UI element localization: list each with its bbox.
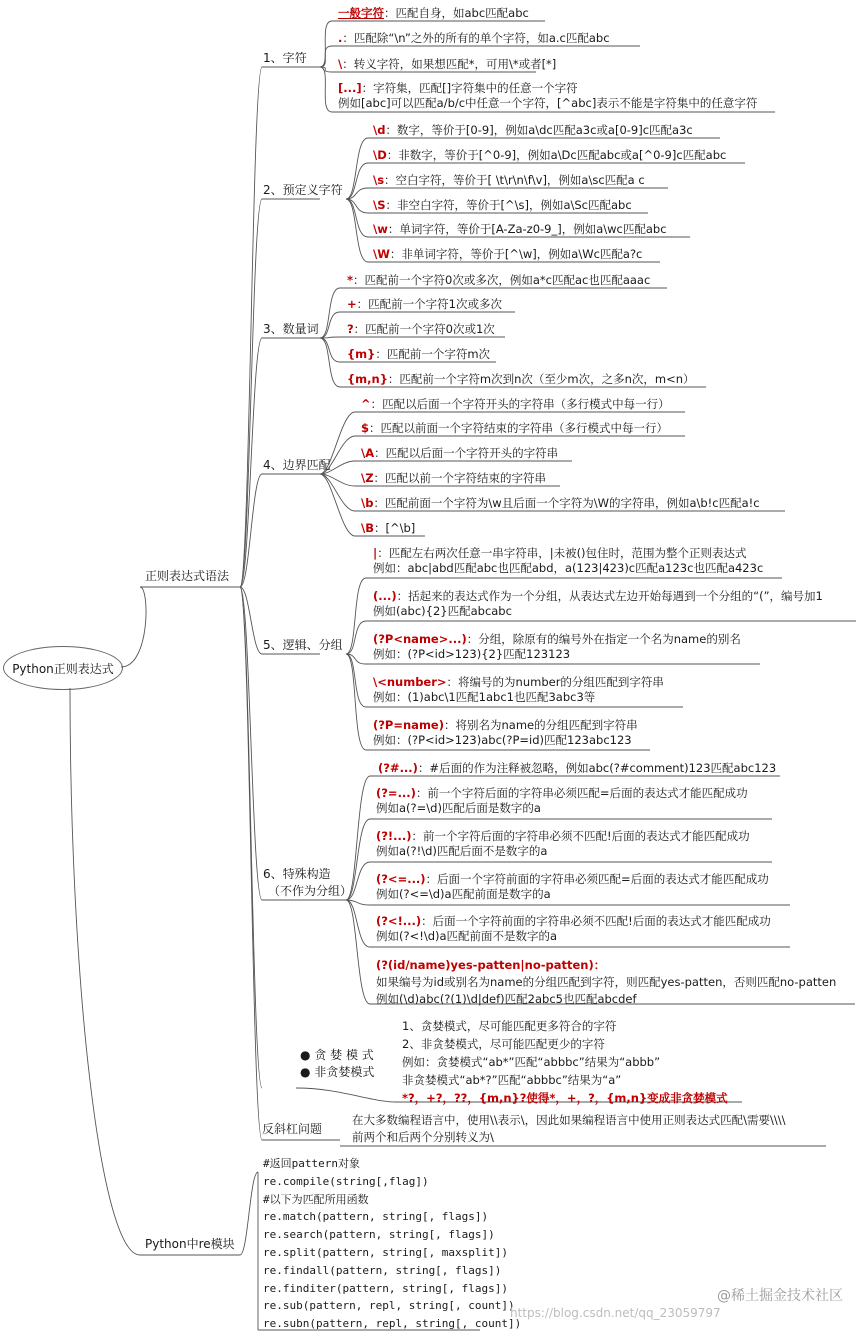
leaf-d: \d：数字，等价于[0-9]，例如a\dc匹配a3c或a[0-9]c匹配a3c	[373, 123, 693, 137]
leaf-m-n: {m,n}：匹配前一个字符m次到n次（至少m次，之多n次，m<n）	[347, 372, 695, 386]
leaf-pipe: |：匹配左右两次任意一串字符串，|未被()包住时，范围为整个正则表达式 例如：abc|abd匹配abc也匹配abd，a(123|423)c匹配a123c也匹配a423c	[373, 546, 764, 575]
leaf-charset: [...]：字符集，匹配[]字符集中的任意一个字符 例如[abc]可以匹配a/b/c中任意一个字符，[^abc]表示不能是字符集中的任意字符	[338, 81, 758, 110]
leaf-Z: \Z：匹配以前一个字符结束的字符串	[361, 471, 547, 485]
leaf-star: *：匹配前一个字符0次或多次，例如a*c匹配ac也匹配aaac	[347, 273, 651, 287]
code-line: #返回pattern对象	[263, 1157, 360, 1170]
code-line: re.split(pattern, string[, maxsplit])	[263, 1245, 509, 1259]
group-backslash: 反斜杠问题	[262, 1122, 323, 1136]
leaf-B: \B：[^\b]	[361, 521, 416, 535]
group-special-note: （不作为分组）	[268, 884, 353, 898]
leaf-D: \D：非数字，等价于[^0-9]，例如a\Dc匹配abc或a[^0-9]c匹配abc	[373, 148, 727, 162]
leaf-question: ?：匹配前一个字符0次或1次	[347, 322, 495, 336]
leaf-s: \s：空白字符，等价于[ \t\r\n\f\v]，例如a\sc匹配a c	[373, 173, 645, 187]
leaf-A: \A：匹配以后面一个字符开头的字符串	[361, 446, 559, 460]
leaf-backslash-note: 在大多数编程语言中，使用\\表示\，因此如果编程语言中使用正则表达式匹配\需要\\\\ 前两个和后两个分别转义为\	[352, 1113, 786, 1144]
root-node: Python正则表达式	[3, 646, 123, 690]
leaf-neg-lookahead: (?!...)：前一个字符后面的字符串必须不匹配!后面的表达式才能匹配成功 例如a(?!\d)匹配后面不是数字的a	[376, 829, 750, 858]
leaf-backref-name: (?P=name)：将别名为name的分组匹配到字符串 例如：(?P<id>123)abc(?P=id)匹配123abc123	[373, 718, 638, 747]
leaf-plus: +：匹配前一个字符1次或多次	[347, 297, 502, 311]
branch-regex-syntax: 正则表达式语法	[145, 569, 230, 583]
watermark-url: https://blog.csdn.net/qq_23059797	[510, 1306, 721, 1320]
group-special: 6、特殊构造	[263, 867, 331, 881]
leaf-w: \w：单词字符，等价于[A-Za-z0-9_]，例如a\wc匹配abc	[373, 222, 667, 236]
group-predefined: 2、预定义字符	[263, 183, 343, 197]
code-line: re.match(pattern, string[, flags])	[263, 1210, 489, 1224]
leaf-caret: ^：匹配以后面一个字符开头的字符串（多行模式中每一行）	[361, 397, 670, 411]
group-greedy: ● 贪 婪 模 式 ● 非贪婪模式	[300, 1048, 375, 1079]
code-line: re.search(pattern, string[, flags])	[263, 1228, 495, 1242]
leaf-lookbehind: (?<=...)：后面一个字符前面的字符串必须匹配=后面的表达式才能匹配成功 例如(?<=\d)a匹配前面是数字的a	[376, 872, 769, 901]
leaf-b: \b：匹配前面一个字符为\w且后面一个字符为\W的字符串，例如a\b!c匹配a!c	[361, 496, 760, 510]
re-module-code	[263, 1155, 521, 1333]
leaf-m: {m}：匹配前一个字符m次	[347, 347, 491, 361]
code-line: #以下为匹配所用函数	[263, 1192, 369, 1206]
code-line: re.compile(string[,flag])	[263, 1174, 429, 1188]
leaf-escape: \：转义字符，如果想匹配*，可用\*或者[*]	[338, 57, 557, 71]
leaf-named-group: (?P<name>...)：分组，除原有的编号外在指定一个名为name的别名 例如：(?P<id>123){2}匹配123123	[373, 632, 741, 661]
leaf-lookahead: (?=...)：前一个字符后面的字符串必须匹配=后面的表达式才能匹配成功 例如a(?=\d)匹配后面是数字的a	[376, 786, 748, 815]
group-quantifiers: 3、数量词	[263, 322, 319, 336]
leaf-parens: (...)：括起来的表达式作为一个分组，从表达式左边开始每遇到一个分组的“(”，编号加1 例如(abc){2}匹配abcabc	[373, 589, 823, 618]
watermark: @稀土掘金技术社区	[717, 1288, 843, 1304]
leaf-normal-char: 一般字符：匹配自身，如abc匹配abc	[338, 6, 529, 20]
leaf-W: \W：非单词字符，等价于[^\w]，例如a\Wc匹配a?c	[373, 247, 643, 261]
branch-re-module: Python中re模块	[145, 1237, 235, 1251]
leaf-backref-number: \<number>：将编号的为number的分组匹配到字符串 例如：(1)abc\1匹配1abc1也匹配3abc3等	[373, 675, 664, 704]
code-line: re.finditer(pattern, string[, flags])	[263, 1281, 509, 1295]
leaf-dot: .：匹配除“\n”之外的所有的单个字符，如a.c匹配abc	[338, 31, 610, 45]
leaf-neg-lookbehind: (?<!...)：后面一个字符前面的字符串必须不匹配!后面的表达式才能匹配成功 例如(?<!\d)a匹配前面不是数字的a	[376, 914, 771, 943]
leaf-dollar: $：匹配以前面一个字符结束的字符串（多行模式中每一行）	[361, 421, 669, 435]
leaf-greedy-notes: 1、贪婪模式，尽可能匹配更多符合的字符 2、非贪婪模式，尽可能匹配更少的字符 例如：贪婪模式“ab*”匹配“abbbc”结果为“abbb” 非贪婪模式“ab*?”匹配“abbbc”结果为“a” *?，+?，??，{m,n}?使得*，+，?，{m,n}变成非贪婪模式	[402, 1019, 728, 1105]
group-logic: 5、逻辑、分组	[263, 638, 343, 652]
leaf-S: \S：非空白字符，等价于[^\s]，例如a\Sc匹配abc	[373, 198, 632, 212]
leaf-conditional: (?(id/name)yes-patten|no-patten)： 如果编号为id或别名为name的分组匹配到字符，则匹配yes-patten，否则匹配no-patten 例如(\d)abc(?(1)\d|def)匹配2abc5也匹配abcdef	[376, 958, 837, 1006]
group-boundaries: 4、边界匹配	[263, 458, 331, 472]
code-line: re.findall(pattern, string[, flags])	[263, 1263, 502, 1277]
code-line: re.sub(pattern, repl, string[, count])	[263, 1299, 515, 1313]
group-characters: 1、字符	[263, 51, 307, 65]
leaf-comment: (?#...)：#后面的作为注释被忽略，例如abc(?#comment)123匹配abc123	[378, 761, 777, 775]
code-line: re.subn(pattern, repl, string[, count])	[263, 1317, 522, 1331]
